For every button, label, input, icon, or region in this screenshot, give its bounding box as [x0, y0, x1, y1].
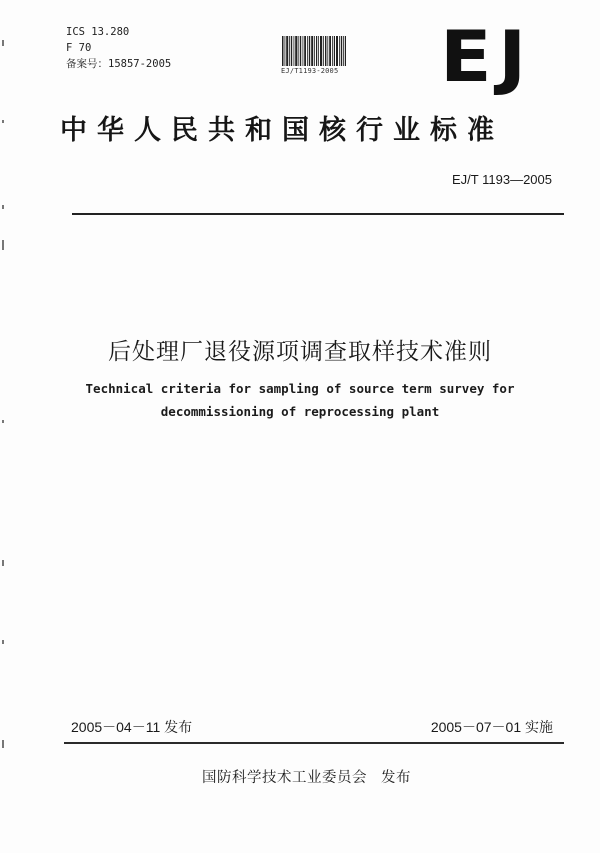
ej-logo: EJ	[440, 16, 533, 98]
standard-number: EJ/T 1193—2005	[452, 172, 552, 187]
issuer-name: 国防科学技术工业委员会	[202, 770, 367, 786]
ics-code: ICS 13.280	[66, 26, 130, 38]
ccs-code: F 70	[66, 42, 92, 54]
issuing-authority	[202, 766, 411, 787]
scan-edge-marks	[2, 0, 6, 853]
issuer-action: 发布	[381, 770, 411, 786]
implementation-date: 2005－07－01 实施	[430, 719, 553, 735]
issue-date: 2005－04－11 发布	[71, 719, 193, 735]
barcode	[282, 36, 346, 66]
filing-number: 备案号：15857-2005	[66, 58, 172, 70]
barcode-caption: EJ/T1193-2005	[281, 67, 339, 75]
header-divider	[72, 213, 564, 215]
footer-divider	[64, 742, 564, 744]
classification-block	[66, 24, 171, 72]
standard-category-title: 中华人民共和国核行业标准	[60, 115, 504, 146]
document-title-english-line-2: decommissioning of reprocessing plant	[160, 404, 440, 419]
document-title-chinese: 后处理厂退役源项调查取样技术准则	[108, 339, 492, 365]
document-title-english-line-1: Technical criteria for sampling of source term survey for	[85, 381, 515, 396]
